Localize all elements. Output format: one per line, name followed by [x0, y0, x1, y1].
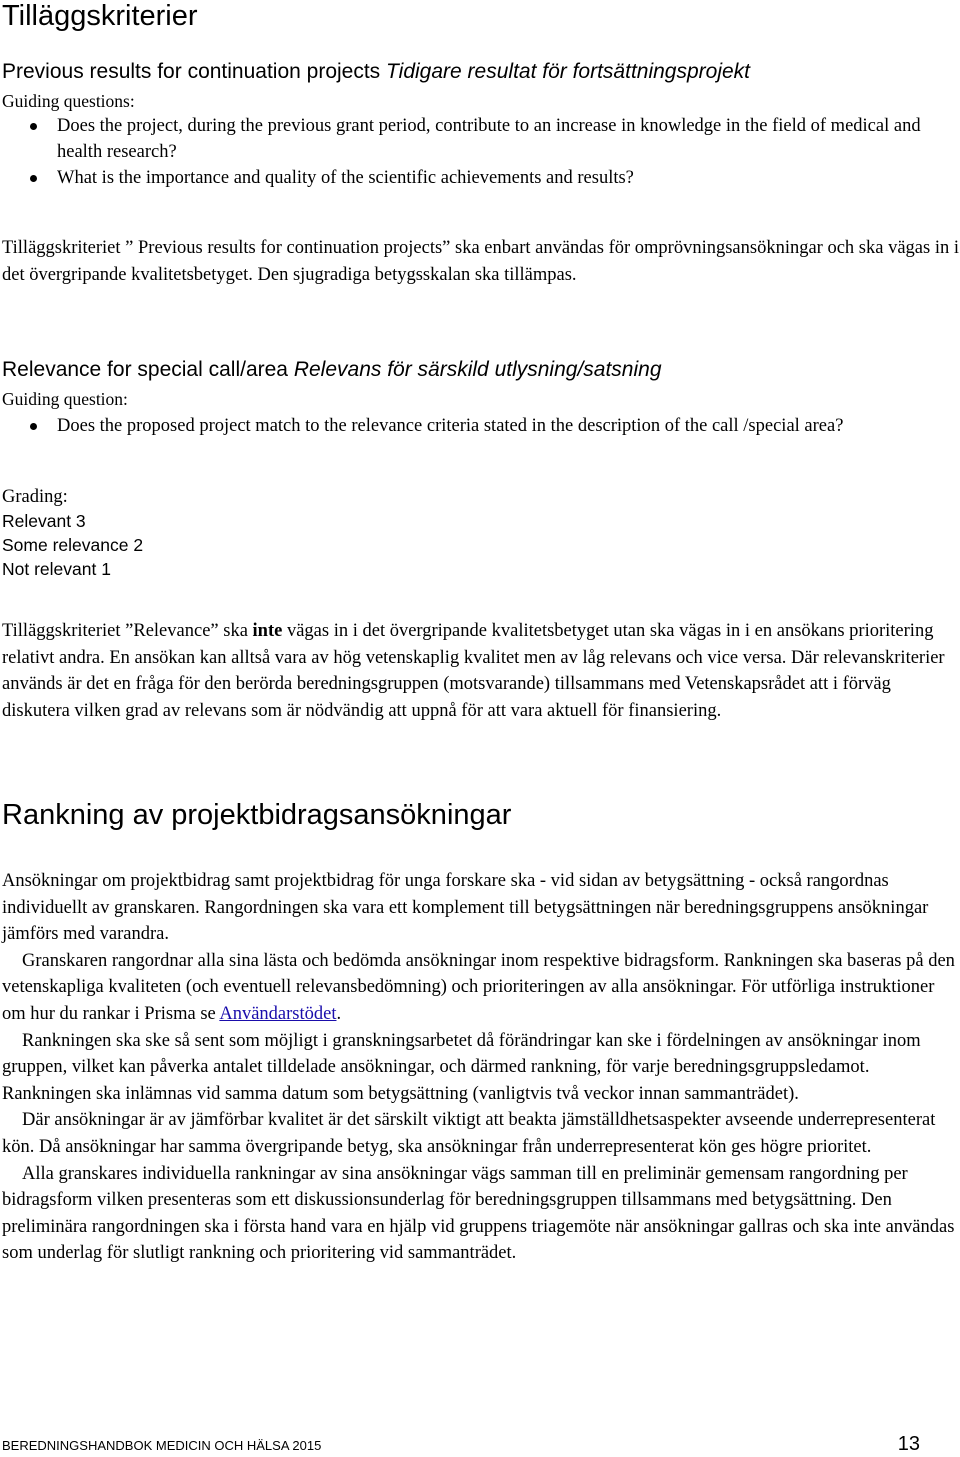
previous-results-note: Tilläggskriteriet ” Previous results for continuation projects” ska enbart användas för omprövningsansökningar och ska vägas in i det övergripande kvalitetsbetyget. Den sjugradiga betygsskalan ska tillämpas. [2, 238, 959, 285]
bullet-icon [30, 123, 37, 130]
ranking-body [2, 868, 960, 1267]
ranking-paragraph: Granskaren rangordnar alla sina lästa och bedömda ansökningar inom respektive bidragsform. Rankningen ska baseras på den vetenskapliga kvaliteten (och eventuell relevansbedömning) och prioriteringen av alla ansökningar. För utförliga instruktioner om hur du rankar i Prisma se Användarstödet. [2, 950, 955, 1024]
section-heading-en: Relevance for special call/area [2, 358, 288, 381]
guiding-question-list [0, 413, 958, 439]
section-heading-previous-results [2, 59, 750, 85]
relevance-note: Tilläggskriteriet ”Relevance” ska inte vägas in i det övergripande kvalitetsbetyget utan ska vägas in i en ansökans prioritering relativt andra. En ansökan kan alltså vara av hög vetenskaplig kvalitet men av låg relevans och vice versa. Där relevanskriterier används är det en fråga för den berörda beredningsgruppen (motsvarande) tillsammans med Vetenskapsrådet att i förväg diskutera vilken grad av relevans som är nödvändig att uppnå för att vara aktuell för finansiering. [2, 621, 945, 721]
ranking-paragraph: Alla granskares individuella rankningar av sina ansökningar vägs samman till en preliminär gemensam rangordning per bidragsform vilken presenteras som ett diskussionsunderlag för beredningsgruppen tillsammans med betygsättning. Den preliminära rangordningen ska i första hand vara en hjälp vid gruppens triagemöte när ansökningar gallras och ska inte användas som underlag för slutligt rankning och prioritering vid sammanträdet. [2, 1163, 955, 1264]
grade-item: Not relevant 1 [2, 559, 111, 579]
bullet-icon [30, 423, 37, 430]
guiding-questions-list [0, 113, 958, 191]
section-heading-sv: Relevans för särskild utlysning/satsning [293, 358, 662, 381]
page-title: Tilläggskriterier [2, 0, 198, 32]
list-item: Does the proposed project match to the relevance criteria stated in the description of the call /special area? [0, 413, 958, 439]
ranking-paragraph: Ansökningar om projektbidrag samt projektbidrag för unga forskare ska - vid sidan av betygsättning - också rangordnas individuellt av granskaren. Rangordningen ska vara ett komplement till betygsättningen när beredningsgruppens ansökningar jämförs med varandra. [2, 871, 929, 945]
grade-item: Some relevance 2 [2, 535, 144, 555]
user-guide-link[interactable]: Användarstödet [219, 1003, 337, 1024]
ranking-paragraph: Rankningen ska ske så sent som möjligt i granskningsarbetet då förändringar kan ske i fördelningen av ansökningar inom gruppen, vilket kan påverka antalet tilldelade ansökningar, och därmed rankning, för varje beredningsgruppsledamot. Rankningen ska inlämnas vid samma datum som betygsättning (vanligtvis två veckor innan sammanträdet). [2, 1030, 921, 1104]
ranking-title: Rankning av projektbidragsansökningar [2, 799, 512, 831]
section-heading-en: Previous results for continuation projects [2, 60, 381, 83]
page-number: 13 [897, 1433, 920, 1455]
list-item: Does the project, during the previous grant period, contribute to an increase in knowledge in the field of medical and health research? [0, 113, 958, 165]
section-heading-relevance [2, 357, 662, 383]
grade-item: Relevant 3 [2, 511, 86, 531]
emphasis-inte: inte [252, 621, 283, 641]
section-heading-sv: Tidigare resultat för fortsättningsprojekt [386, 60, 751, 83]
grading-label: Grading: [2, 487, 68, 507]
guiding-question-label: Guiding question: [2, 389, 128, 409]
ranking-paragraph: Där ansökningar är av jämförbar kvalitet är det särskilt viktigt att beakta jämställdhetsaspekter avseende underrepresenterat kön. Då ansökningar har samma övergripande betyg, ska ansökningar från underrepresenterat kön ges högre prioritet. [2, 1110, 936, 1157]
list-item: What is the importance and quality of the scientific achievements and results? [0, 165, 958, 191]
footer-document-name: BEREDNINGSHANDBOK MEDICIN OCH HÄLSA 2015 [2, 1438, 322, 1453]
bullet-icon [30, 175, 37, 182]
guiding-questions-label: Guiding questions: [2, 91, 135, 111]
